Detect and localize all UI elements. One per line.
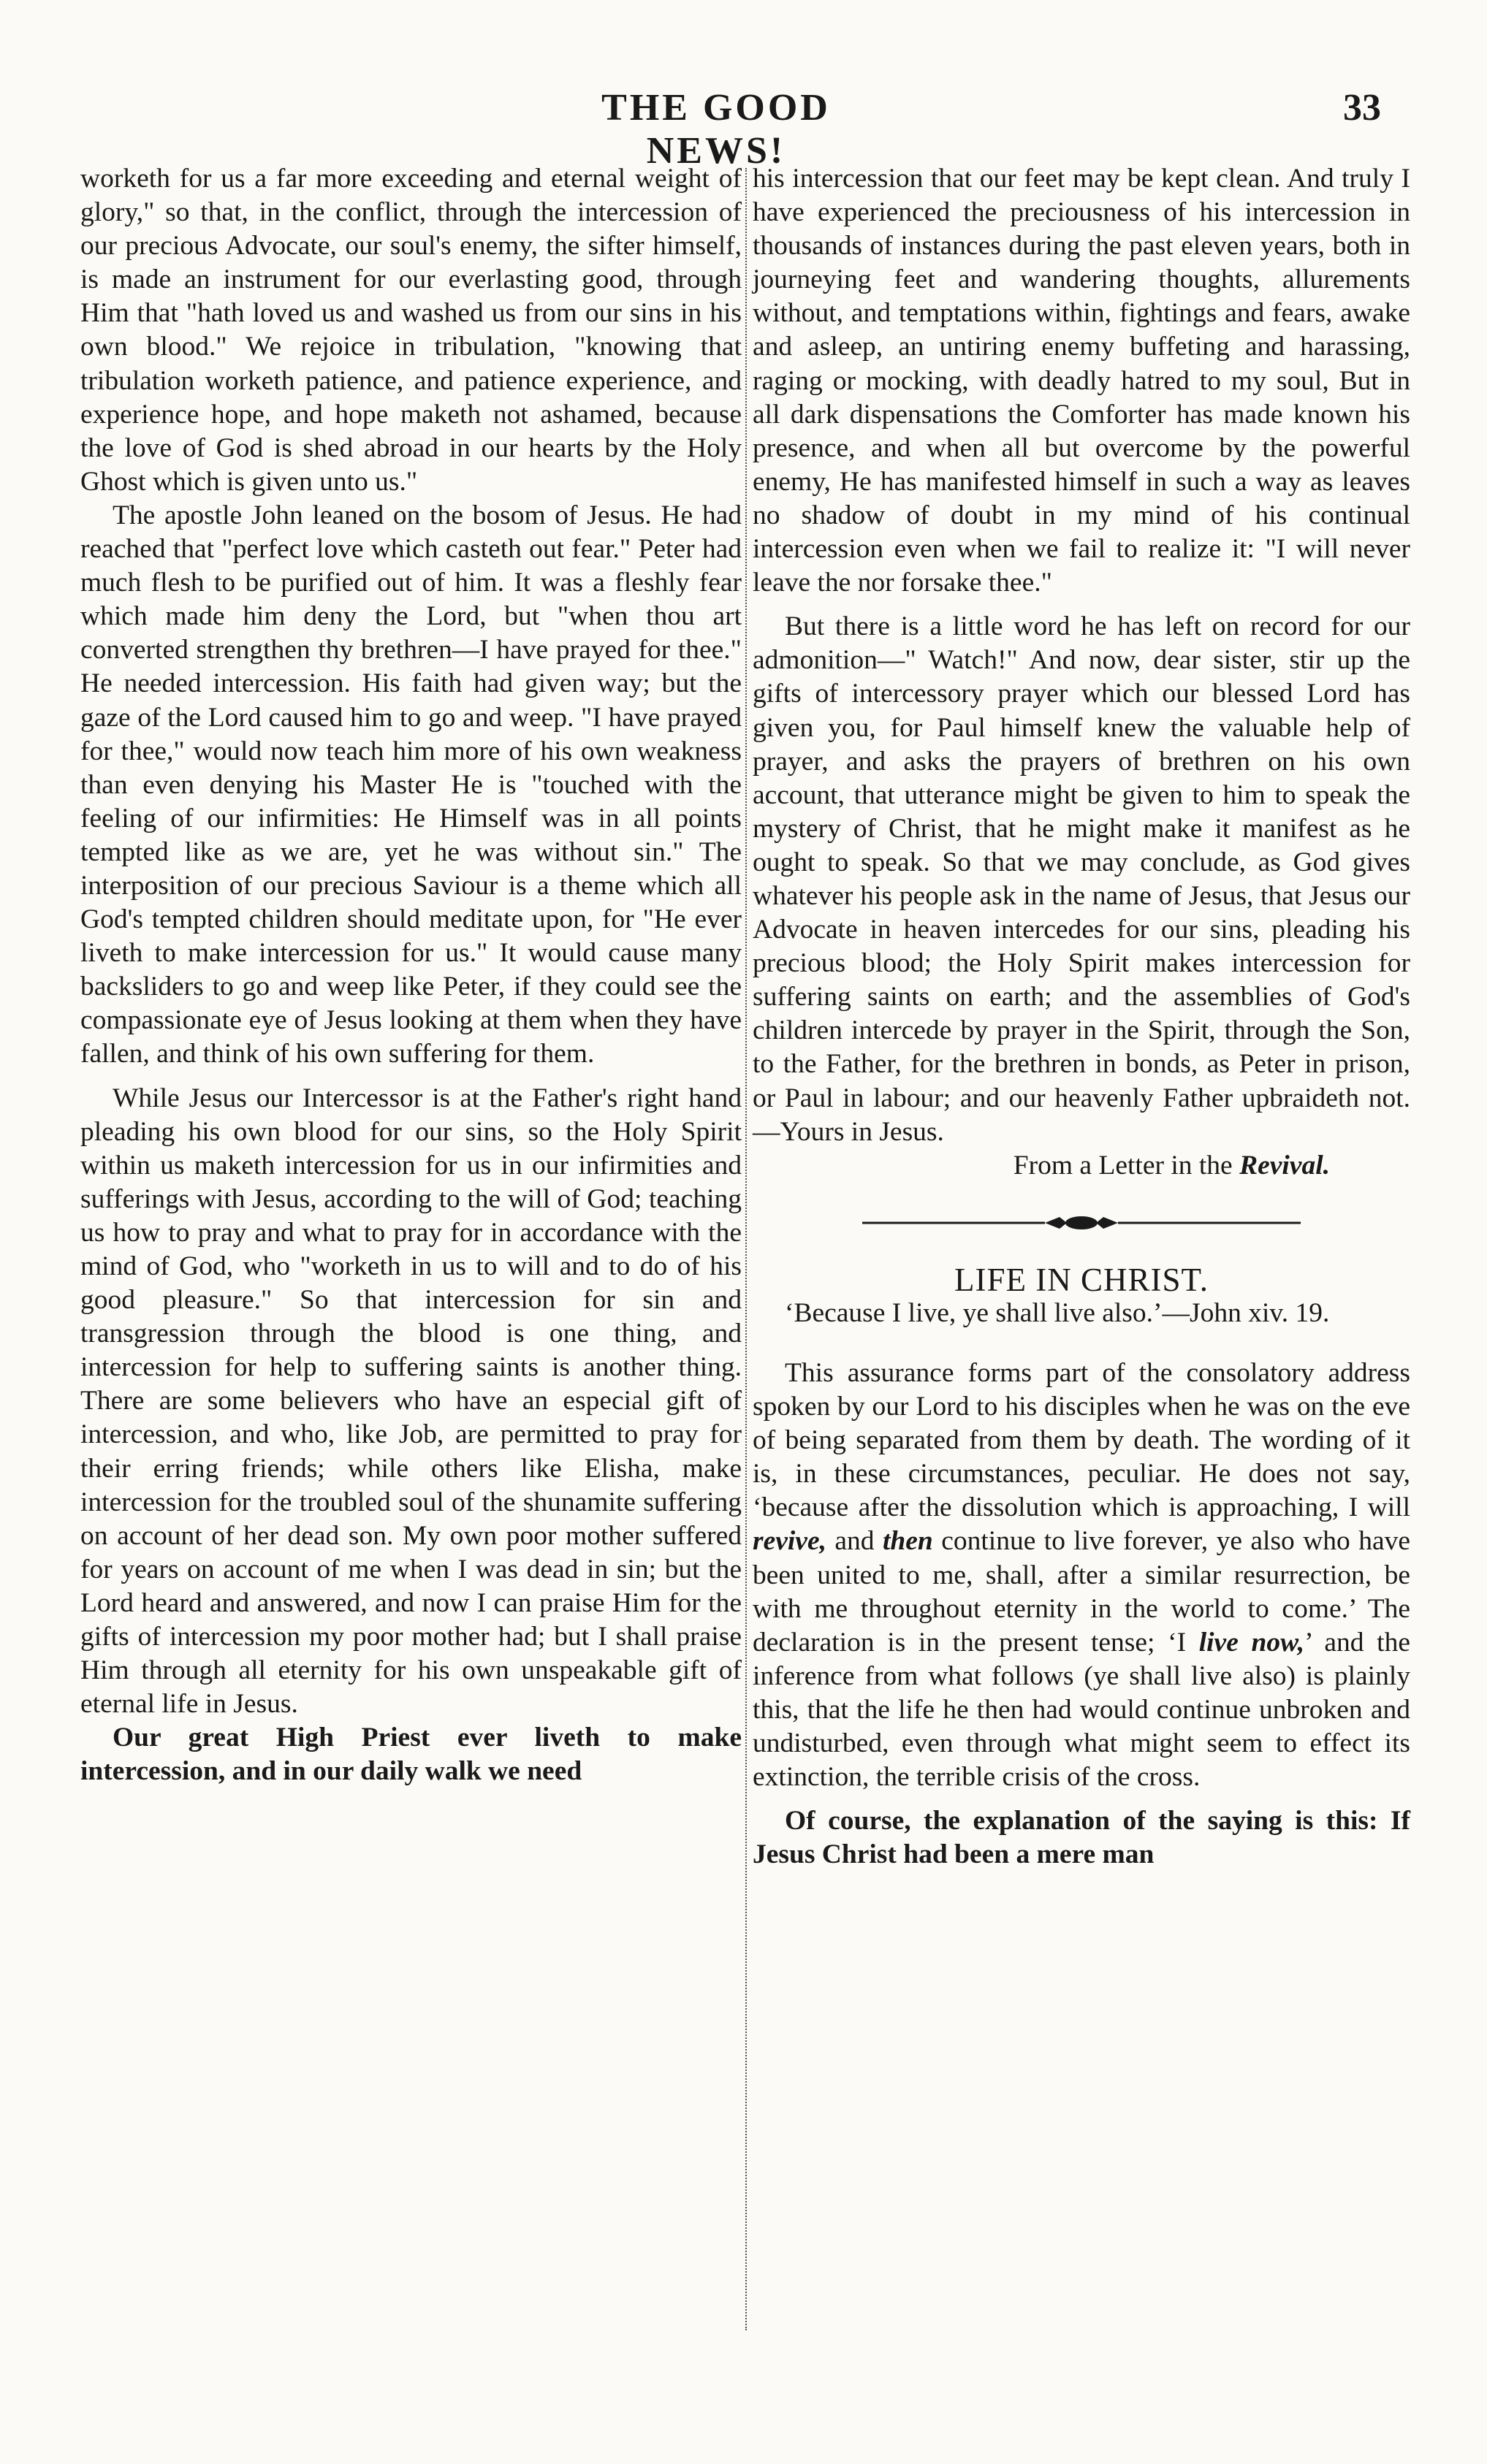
signoff-prefix: From a Letter in the [1013, 1150, 1233, 1180]
paragraph-assurance [753, 1357, 1410, 1794]
assurance-text-d: ’ and the inference from what follows (ye shall live also) is plainly this, that the life he then had would continue unbroken and undisturbed, even through what might seem to effect its extinction, the terrible crisis of the cross. [753, 1627, 1410, 1793]
assurance-text-c: continue to live forever, ye also who have been united to me, shall, after a similar resurrection, be with me throughout eternity in the world to come.’ The declaration is in the present tense; ‘I [753, 1526, 1411, 1658]
column-divider [745, 168, 747, 2330]
letter-signoff [753, 1149, 1410, 1183]
page-header [0, 86, 1487, 172]
paragraph-apostle-john: The apostle John leaned on the bosom of Jesus. He had reached that "perfect love which casteth out fear." Peter had much flesh to be purified out of him. It was a fleshly fear which made him deny the Lord, but "when thou art converted strengthen thy brethren—I have prayed for thee." He needed intercession. His faith had given way; but the gaze of the Lord caused him to go and weep. "I have prayed for thee," would now teach him more of his own weakness than even denying his Master He is "touched with the feeling of our infirmities: He Himself was in all points tempted like as we are, yet he was without sin." The interposition of our precious Saviour is a theme which all God's tempted children should meditate upon, for "He ever liveth to make intercession for us." It would cause many backsliders to go and weep like Peter, if they could see the compassionate eye of Jesus looking at them when they have fallen, and think of his own suffering for them. [80, 500, 742, 1069]
assurance-text-b: and [834, 1526, 875, 1557]
section-heading: LIFE IN CHRIST. [954, 1261, 1209, 1298]
ornamental-divider-icon [848, 1212, 1315, 1234]
emphasis-live-now: live now, [1198, 1627, 1305, 1658]
running-title: THE GOOD NEWS! [601, 87, 831, 172]
emphasis-then: then [883, 1526, 933, 1557]
paragraph-intercession-continued: his intercession that our feet may be kept clean. And truly I have experienced the preciousness of his intercession in thousands of instances during the past eleven years, both in journeying feet and wandering thoughts, allurements without, and temptations within, fightings and fears, awake and asleep, an untiring enemy buffeting and harassing, raging or mocking, with deadly hatred to my soul, But in all dark dispensations the Comforter has made known his presence, and when all but overcome by the powerful enemy, He has manifested himself in such a way as leaves no shadow of doubt in my mind of his continual intercession even when we fail to realize it: "I will never leave the nor forsake thee." [753, 164, 1410, 598]
page-number: 33 [1343, 87, 1381, 129]
paragraph-watch: But there is a little word he has left on record for our admonition—" Watch!" And now, dear sister, stir up the gifts of intercessory prayer which our blessed Lord has given you, for Paul himself knew the valuable help of prayer, and asks the prayers of brethren on his own account, that utterance might be given to him to speak the mystery of Christ, that he might make it manifest as he ought to speak. So that we may conclude, as God gives whatever his people ask in the name of Jesus, that Jesus our Advocate in heaven intercedes for our sins, pleading his precious blood; the Holy Spirit makes intercession for suffering saints on earth; and the assemblies of God's children intercede by prayer in the Spirit, through the Son, to the Father, for the brethren in bonds, as Peter in prison, or Paul in labour; and our heavenly Father upbraideth not.—Yours in Jesus. [753, 611, 1410, 1147]
paragraph-explanation: Of course, the explanation of the saying is this: If Jesus Christ had been a mere man [753, 1806, 1410, 1870]
paragraph-intercessor: While Jesus our Intercessor is at the Father's right hand pleading his own blood for our sins, so the Holy Spirit within us maketh intercession for us in our infirmities and sufferings with Jesus, according to the will of God; teaching us how to pray and what to pray for in accordance with the mind of God, who "worketh in us to will and to do of his good pleasure." So that intercession for sin and transgression through the blood is one thing, and intercession for help to suffering saints is another thing. There are some believers who have an especial gift of intercession, and who, like Job, are permitted to pray for their erring friends; while others like Elisha, make intercession for the troubled soul of the shunamite suffering on account of her dead son. My own poor mother suffered for years on account of me when I was dead in sin; but the Lord heard and answered, and now I can praise Him for the gifts of intercession my poor mother had; but I shall praise Him through all eternity for his own unspeakable gift of eternal life in Jesus. [80, 1083, 742, 1720]
emphasis-revive: revive, [753, 1526, 826, 1557]
signoff-source: Revival. [1239, 1150, 1330, 1180]
paragraph-high-priest: Our great High Priest ever liveth to make intercession, and in our daily walk we need [80, 1723, 742, 1787]
epigraph: ‘Because I live, ye shall live also.’—John xiv. 19. [785, 1297, 1330, 1328]
left-column [80, 162, 742, 2354]
paragraph-continued: worketh for us a far more exceeding and eternal weight of glory," so that, in the conflict, through the intercession of our precious Advocate, our soul's enemy, the sifter himself, is made an instrument for our everlasting good, through Him that "hath loved us and washed us from our sins in his own blood." We rejoice in tribulation, "knowing that tribulation worketh patience, and patience experience, and experience hope, and hope maketh not ashamed, because the love of God is shed abroad in our hearts by the Holy Ghost which is given unto us." [80, 164, 742, 497]
assurance-text-a: This assurance forms part of the consolatory address spoken by our Lord to his disciples when he was on the eve of being separated from them by death. The wording of it is, in these circumstances, peculiar. He does not say, ‘because after the dissolution which is approaching, I will [753, 1358, 1410, 1523]
right-column [753, 162, 1410, 2354]
